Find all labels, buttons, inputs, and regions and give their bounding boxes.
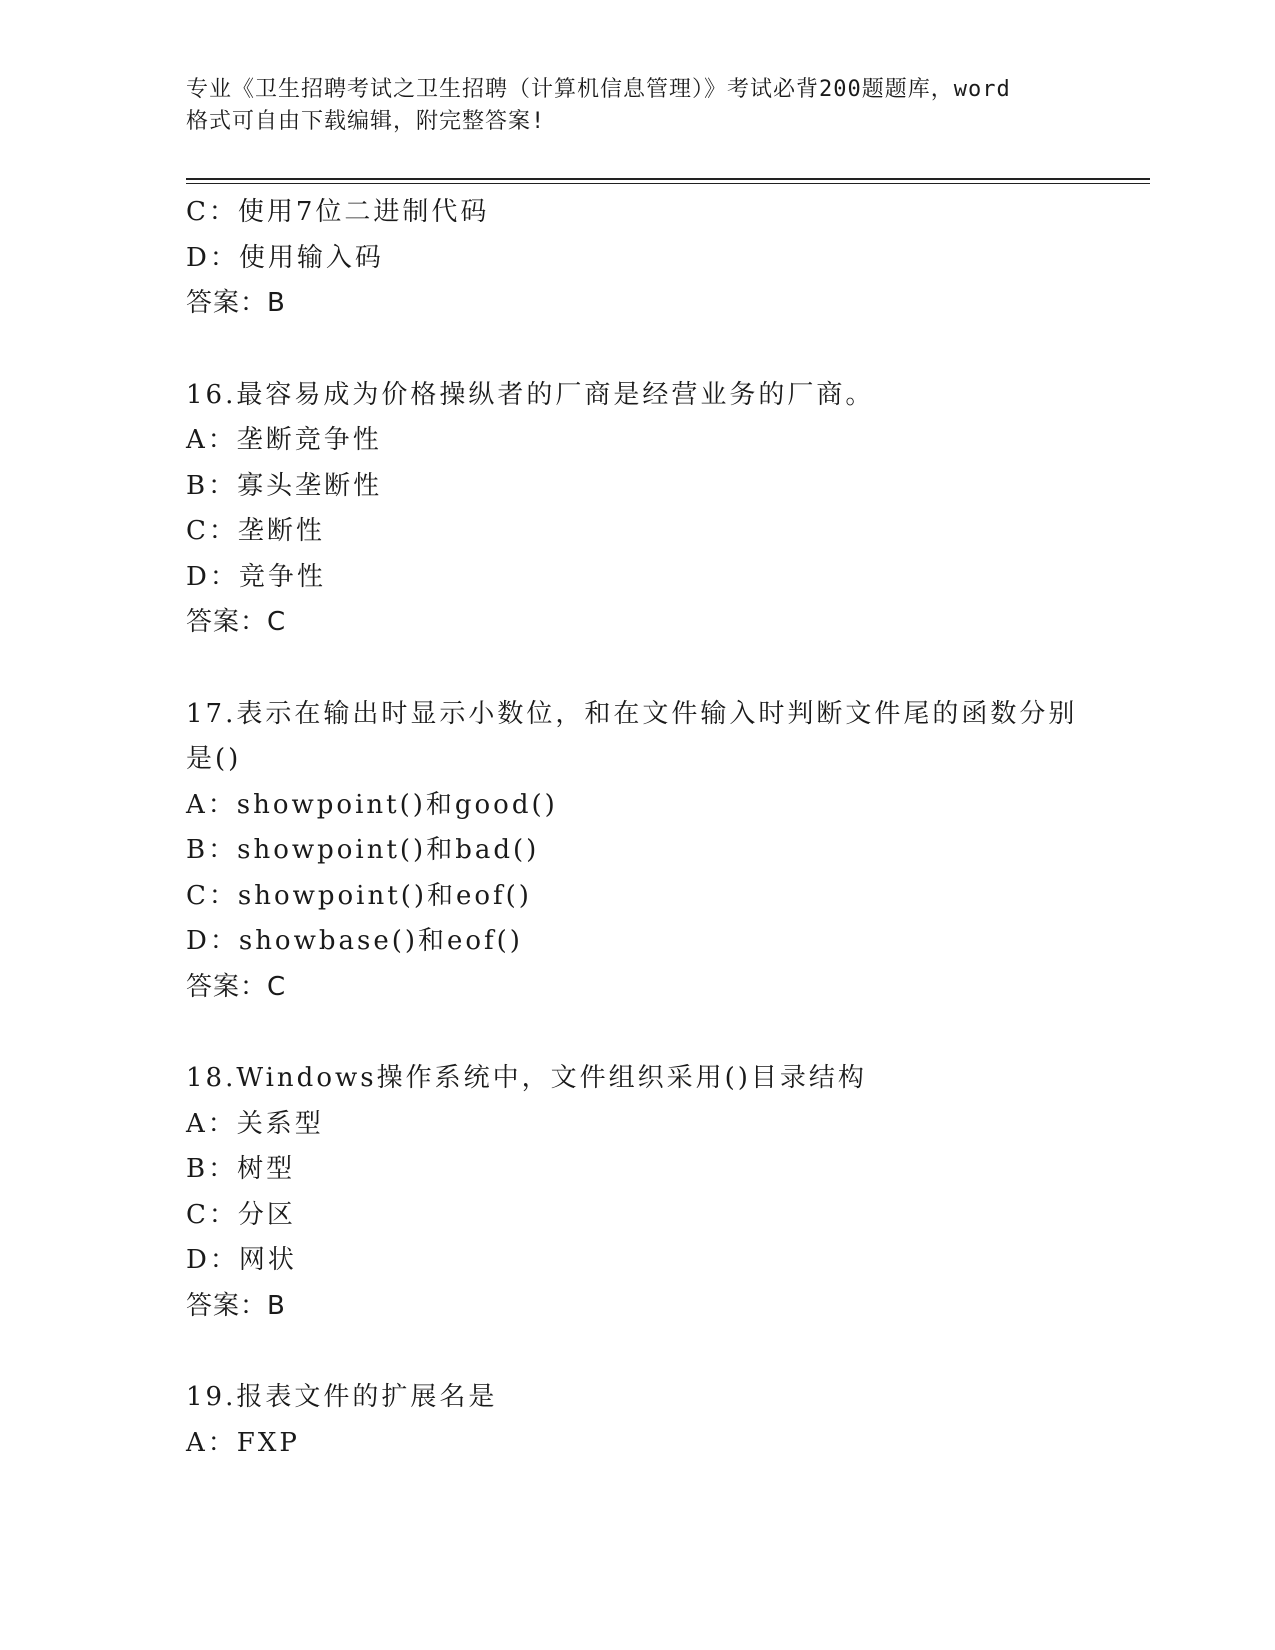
option-c: C：使用7位二进制代码 <box>186 197 490 227</box>
option-a: A：关系型 <box>186 1108 324 1139</box>
option-c: C：垄断性 <box>186 516 325 546</box>
question-18: 18.Windows操作系统中，文件组织采用()目录结构 <box>186 1063 867 1093</box>
option-a: A：showpoint()和good() <box>186 789 558 820</box>
option-a: A：垄断竞争性 <box>186 425 382 455</box>
option-b: B：树型 <box>186 1154 296 1184</box>
question-19: 19.报表文件的扩展名是 <box>186 1382 498 1412</box>
option-b: B：showpoint()和bad() <box>186 835 540 865</box>
question-16: 16.最容易成为价格操纵者的厂商是经营业务的厂商。 <box>186 379 875 410</box>
answer: 答案：C <box>186 607 287 637</box>
option-a: A：FXP <box>186 1427 300 1458</box>
header-divider <box>186 178 1150 184</box>
question-17-line-1: 17.表示在输出时显示小数位，和在文件输入时判断文件尾的函数分别 <box>186 698 1078 729</box>
option-d: D：showbase()和eof() <box>186 926 523 956</box>
option-c: C：分区 <box>186 1199 296 1230</box>
option-b: B：寡头垄断性 <box>186 470 383 501</box>
answer: 答案：B <box>186 1290 286 1321</box>
question-17-line-2: 是() <box>186 744 242 774</box>
question-list <box>186 190 1146 1466</box>
document-header <box>186 74 1086 138</box>
answer: 答案：C <box>186 971 287 1002</box>
option-d: D：使用输入码 <box>186 242 384 273</box>
option-d: D：网状 <box>186 1245 297 1275</box>
option-c: C：showpoint()和eof() <box>186 880 532 911</box>
header-line-1: 专业《卫生招聘考试之卫生招聘（计算机信息管理）》考试必背200题题库，word <box>186 77 1011 102</box>
option-d: D：竞争性 <box>186 561 326 592</box>
answer: 答案：B <box>186 288 286 318</box>
header-line-2: 格式可自由下载编辑，附完整答案! <box>186 109 546 134</box>
